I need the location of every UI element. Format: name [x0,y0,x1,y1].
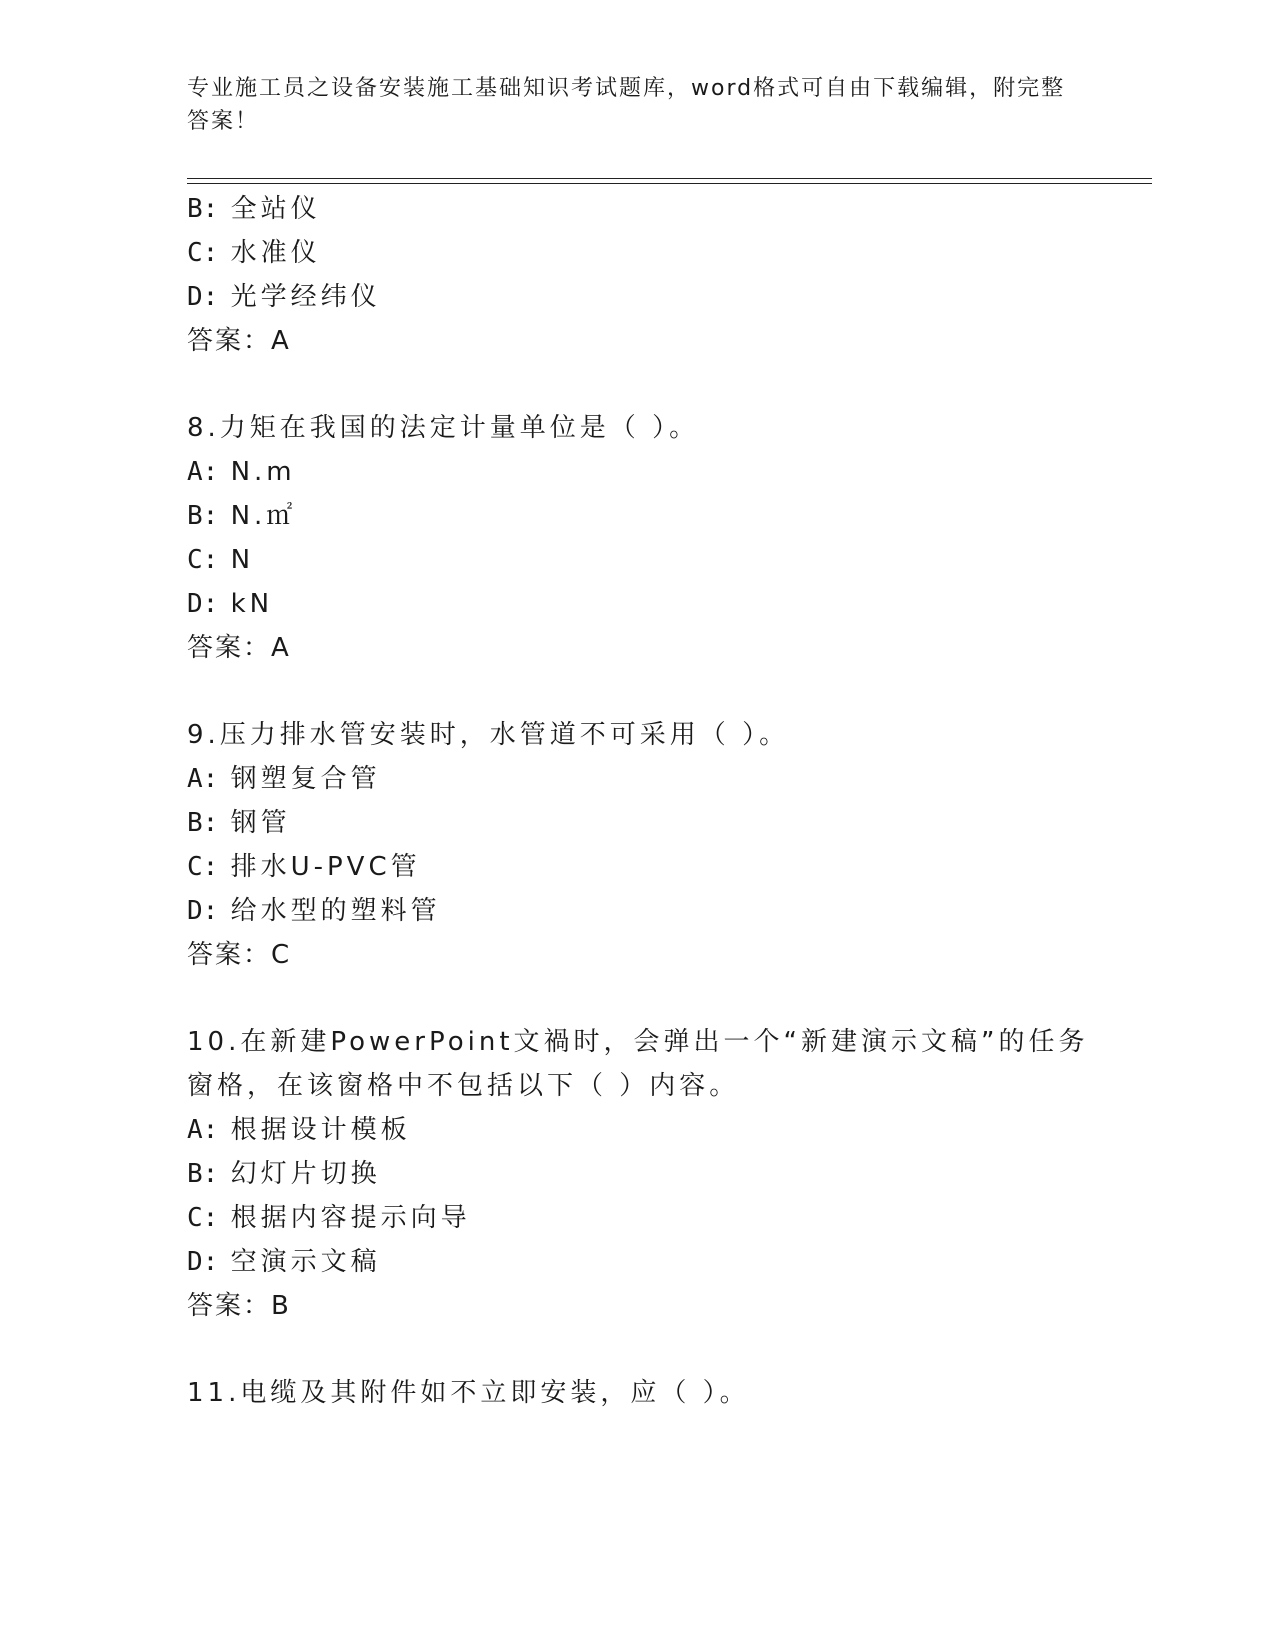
option-b: B: 全站仪 [187,194,321,224]
answer-line: 答案：C [187,940,292,970]
option-b: B: 幻灯片切换 [187,1159,381,1189]
option-d: D: kN [187,589,274,619]
option-a: A: 根据设计模板 [187,1115,411,1145]
option-a: A: 钢塑复合管 [187,764,381,794]
answer-line: 答案：A [187,326,291,356]
option-d: D: 空演示文稿 [187,1247,381,1277]
option-b: B: N.㎡ [187,501,297,531]
option-c: C: 排水U-PVC管 [187,852,421,882]
answer-line: 答案：B [187,1291,291,1321]
option-a: A: N.m [187,457,296,487]
question-11: 11.电缆及其附件如不立即安装，应（ ）。 [187,1378,750,1408]
option-d: D: 给水型的塑料管 [187,896,441,926]
option-b: B: 钢管 [187,808,291,838]
header-rule-bottom [187,183,1152,184]
option-c: C: 根据内容提示向导 [187,1203,471,1233]
header-rule-top [187,178,1152,179]
option-c: C: 水准仪 [187,238,321,268]
document-header: 专业施工员之设备安装施工基础知识考试题库，word格式可自由下载编辑，附完整答案！ [187,76,1066,134]
question-9: 9.压力排水管安装时，水管道不可采用（ ）。 [187,720,790,750]
question-8: 8.力矩在我国的法定计量单位是（ ）。 [187,413,700,443]
answer-line: 答案：A [187,633,291,663]
option-d: D: 光学经纬仪 [187,282,381,312]
option-c: C: N [187,545,255,575]
question-10-line-2: 窗格，在该窗格中不包括以下（ ）内容。 [187,1071,740,1101]
question-10-line-1: 10.在新建PowerPoint文禍时，会弹出一个“新建演示文稿”的任务 [187,1027,1089,1057]
